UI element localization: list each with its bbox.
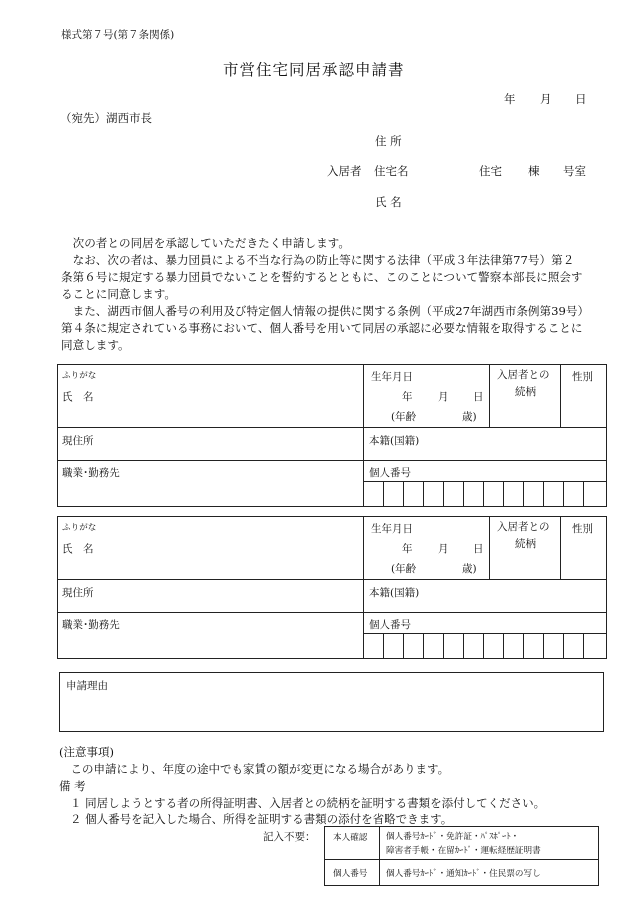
page-title: 市営住宅同居承認申請書 xyxy=(223,61,405,79)
relation-label-2: 続柄 xyxy=(515,538,536,550)
date-day: 日 xyxy=(575,92,587,106)
reason-label: 申請理由 xyxy=(66,680,108,692)
room-suffix: 号室 xyxy=(563,164,586,178)
relation-label-2: 続柄 xyxy=(515,386,536,398)
my-number-label: 個人番号 xyxy=(369,467,411,479)
current-address-label: 現住所 xyxy=(62,435,94,447)
remark-item-1: １ 同居しようとする者の所得証明書、入居者との続柄を証明する書類を添付してください。 xyxy=(70,796,546,810)
applicant-name-label: 氏 名 xyxy=(375,195,402,209)
housing-suffix: 住宅 xyxy=(479,164,502,178)
age-open-label: (年齢 xyxy=(391,563,417,575)
birth-day-label: 日 xyxy=(473,543,484,555)
id-check-label: 本人確認 xyxy=(333,833,368,843)
my-number-label: 個人番号 xyxy=(369,619,411,631)
age-close-label: 歳) xyxy=(462,563,477,575)
birthdate-label: 生年月日 xyxy=(371,523,413,535)
birth-day-label: 日 xyxy=(473,391,484,403)
birthdate-label: 生年月日 xyxy=(371,371,413,383)
id-check-docs-2: 障害者手帳・在留ｶｰﾄﾞ・運転経歴証明書 xyxy=(386,846,541,856)
addressee: （宛先）湖西市長 xyxy=(60,111,152,125)
notes-heading: (注意事項) xyxy=(59,745,114,759)
housing-name-label: 住宅名 xyxy=(374,164,409,178)
body-line-4: ることに同意します。 xyxy=(61,287,177,301)
age-close-label: 歳) xyxy=(462,411,477,423)
remark-item-2: ２ 個人番号を記入した場合、所得を証明する書類の添付を省略できます。 xyxy=(70,812,453,826)
date-year: 年 xyxy=(504,92,516,106)
body-line-1: 次の者との同居を承認していただきたく申請します。 xyxy=(61,236,350,250)
domicile-label: 本籍(国籍) xyxy=(369,435,420,447)
birth-year-label: 年 xyxy=(402,543,413,555)
remarks-heading: 備 考 xyxy=(59,779,86,793)
age-open-label: (年齢 xyxy=(391,411,417,423)
resident-label: 入居者 xyxy=(327,164,362,178)
domicile-label: 本籍(国籍) xyxy=(369,587,420,599)
current-address-label: 現住所 xyxy=(62,587,94,599)
my-number-docs: 個人番号ｶｰﾄﾞ・通知ｶｰﾄﾞ・住民票の写し xyxy=(386,869,541,879)
occupation-label: 職業･勤務先 xyxy=(62,467,120,479)
sex-label: 性別 xyxy=(572,523,593,535)
relation-label-1: 入居者との xyxy=(497,521,550,533)
address-label: 住 所 xyxy=(375,134,402,148)
name-label: 氏 名 xyxy=(62,543,94,555)
form-id: 様式第７号(第７条関係) xyxy=(61,29,175,41)
body-line-6: 第４条に規定されている事務において、個人番号を用いて同居の承認に必要な情報を取得することに xyxy=(61,321,583,335)
reason-box[interactable] xyxy=(59,672,604,732)
sex-label: 性別 xyxy=(572,371,593,383)
name-label: 氏 名 xyxy=(62,391,94,403)
birth-month-label: 月 xyxy=(438,543,449,555)
furigana-label: ふりがな xyxy=(62,371,97,381)
my-number-docs-label: 個人番号 xyxy=(333,869,368,879)
date-month: 月 xyxy=(540,92,552,106)
building-suffix: 棟 xyxy=(528,164,540,178)
birth-year-label: 年 xyxy=(402,391,413,403)
body-line-3: 条第６号に規定する暴力団員でないことを誓約するとともに、このことについて警察本部長に照会す xyxy=(61,270,583,284)
body-line-2: なお、次の者は、暴力団員による不当な行為の防止等に関する法律（平成３年法律第77号）第２ xyxy=(61,253,575,267)
id-check-docs-1: 個人番号ｶｰﾄﾞ・免許証・ﾊﾟｽﾎﾟｰﾄ・ xyxy=(386,832,520,842)
relation-label-1: 入居者との xyxy=(497,369,550,381)
notes-text: この申請により、年度の途中でも家賃の額が変更になる場合があります。 xyxy=(59,762,450,776)
body-line-7: 同意します。 xyxy=(61,338,130,352)
furigana-label: ふりがな xyxy=(62,523,97,533)
birth-month-label: 月 xyxy=(438,391,449,403)
occupation-label: 職業･勤務先 xyxy=(62,619,120,631)
no-entry-label: 記入不要： xyxy=(263,831,316,843)
body-line-5: また、湖西市個人番号の利用及び特定個人情報の提供に関する条例（平成27年湖西市条例第39号） xyxy=(61,304,590,318)
